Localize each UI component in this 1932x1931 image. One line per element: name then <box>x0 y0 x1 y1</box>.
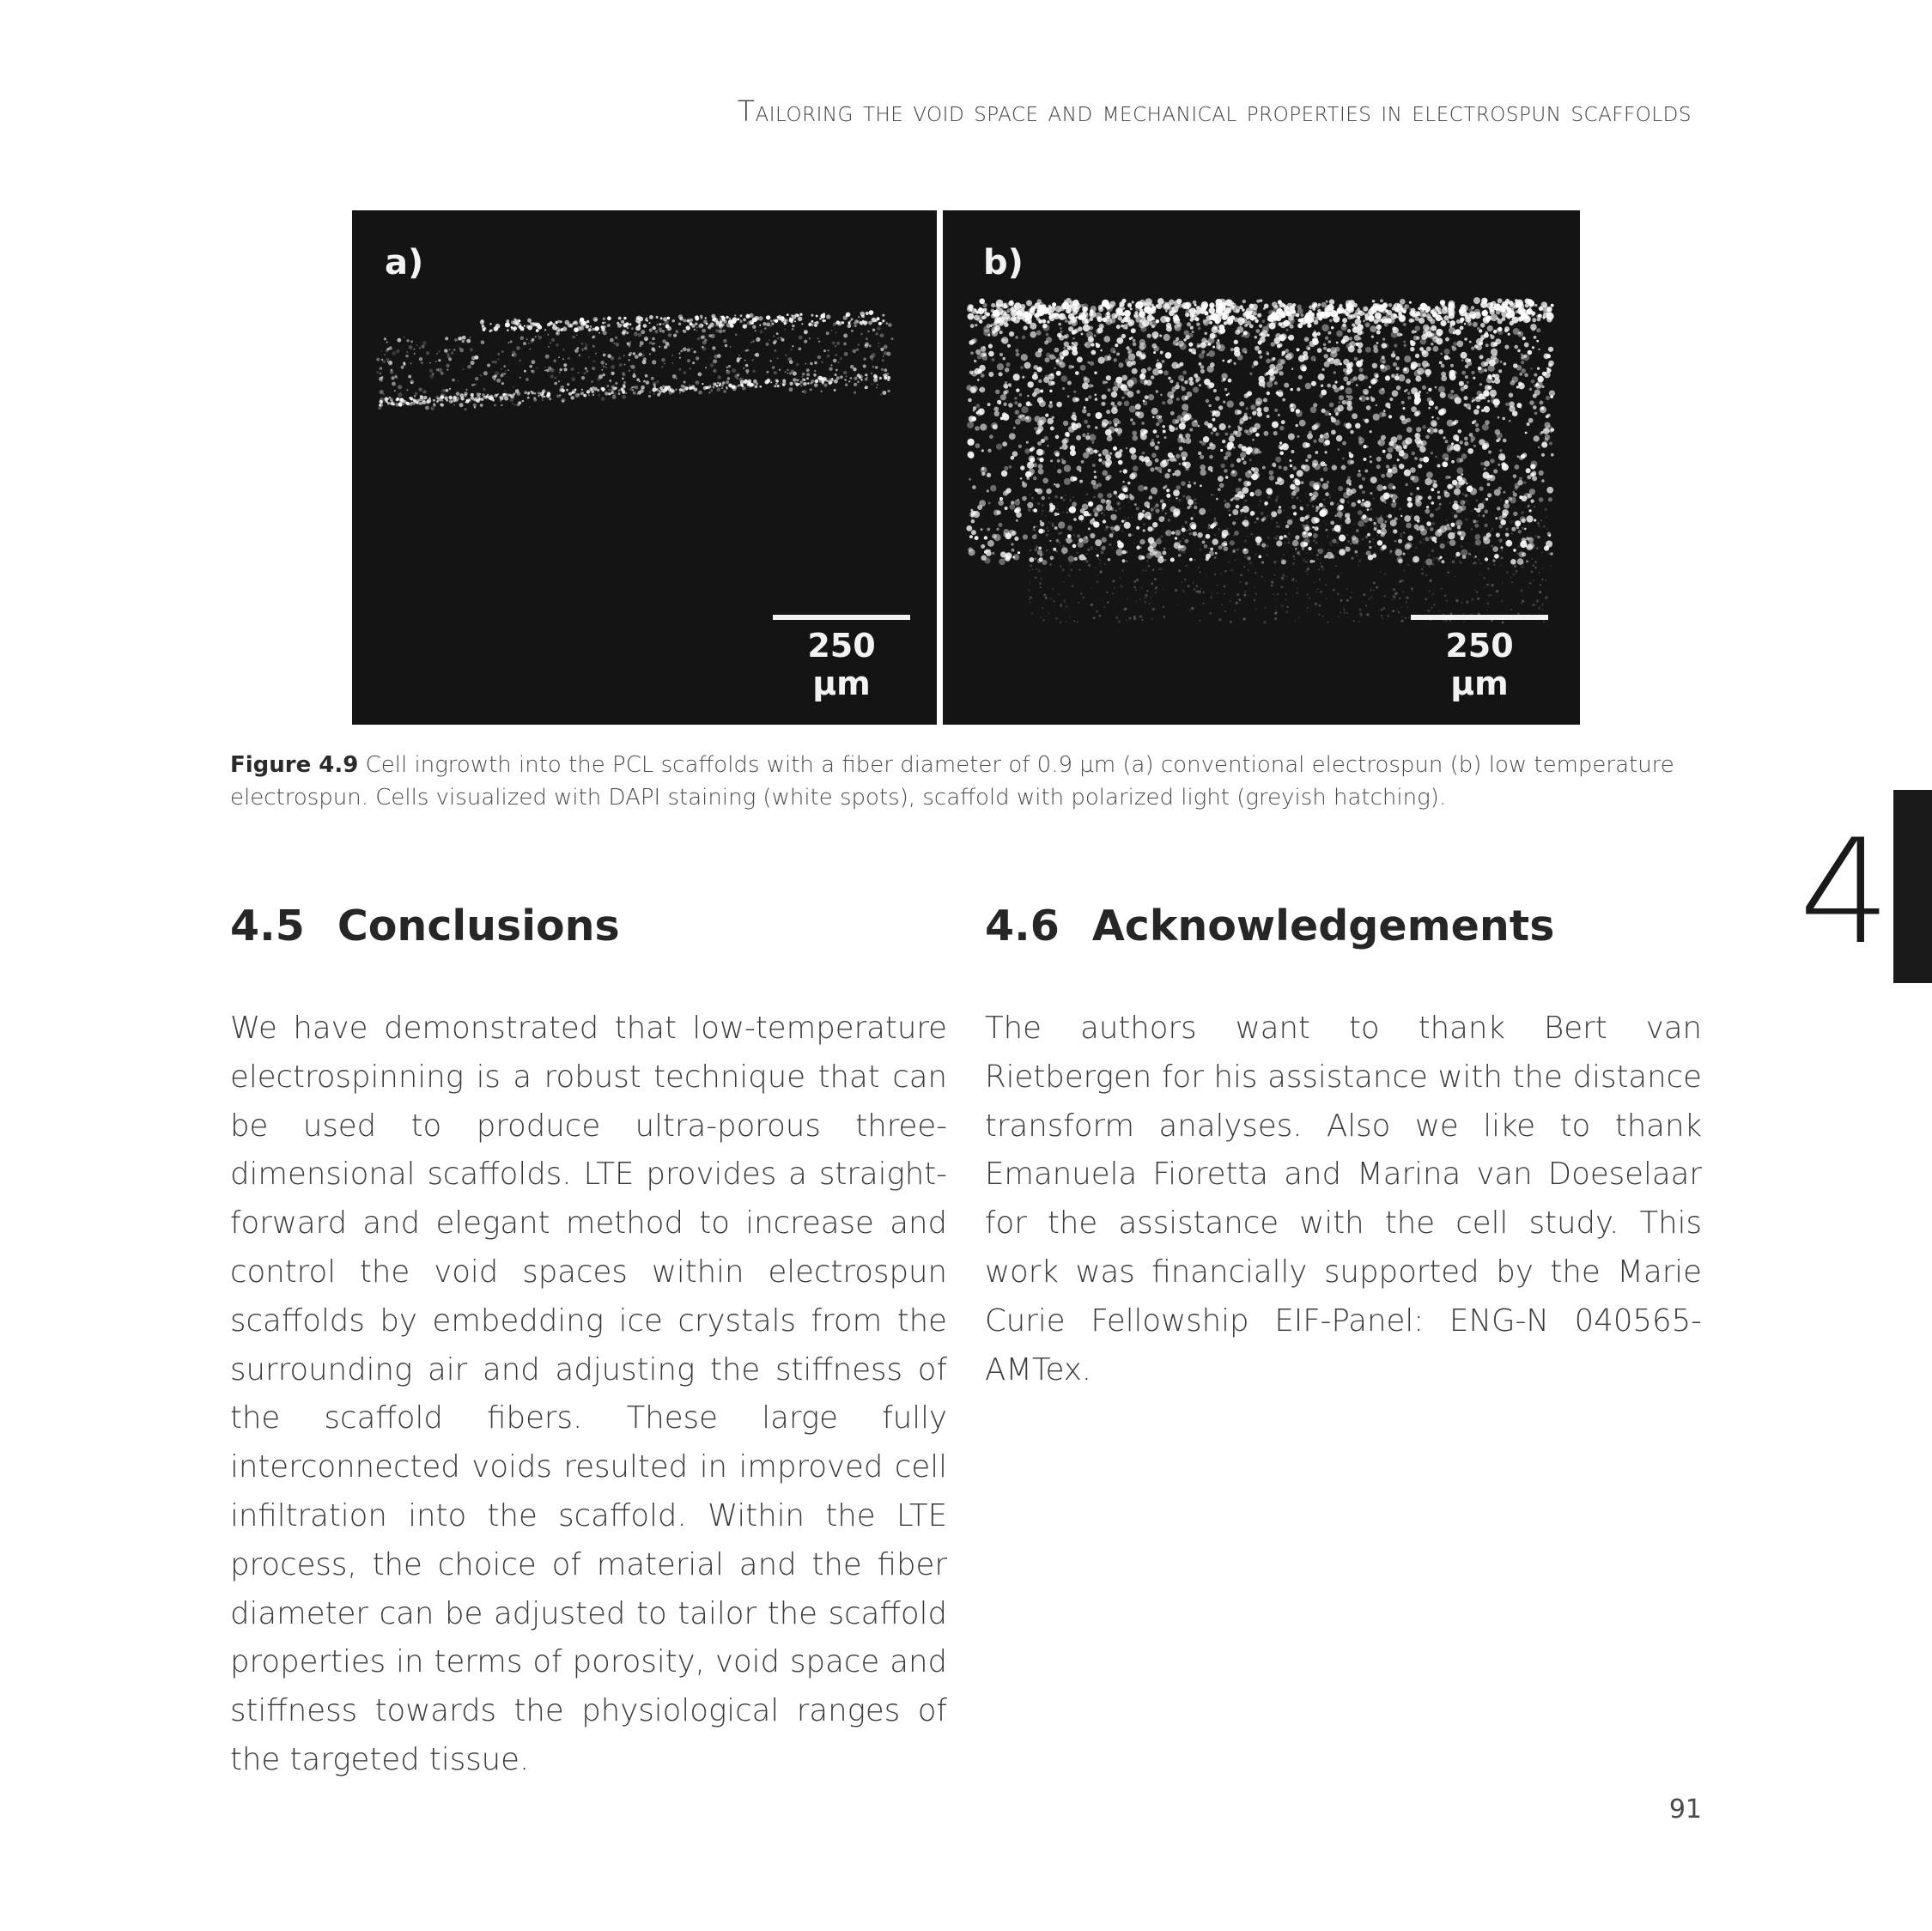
heading-acknowledgements-number: 4.6 <box>985 902 1060 950</box>
heading-acknowledgements-title: Acknowledgements <box>1091 902 1555 950</box>
heading-conclusions-number: 4.5 <box>230 902 305 950</box>
heading-conclusions <box>230 902 620 950</box>
chapter-tab <box>1893 790 1932 983</box>
page-number: 91 <box>1668 1794 1702 1825</box>
panel-a-label: a) <box>385 243 424 282</box>
figure-caption-text: Cell ingrowth into the PCL scaffolds with a fiber diameter of 0.9 µm (a) conventional electrospun (b) low temperature electrospun. Cells visualized with DAPI staining (white spots), scaffold with polarized light (greyish hatching). <box>230 752 1674 811</box>
running-head-rest: ailoring the void space and mechanical properties in electrospun scaffolds <box>755 94 1692 128</box>
scalebar-a-text: 250 µm <box>807 627 876 702</box>
heading-conclusions-title: Conclusions <box>337 902 620 950</box>
running-head-initial: T <box>737 94 756 128</box>
scalebar-b-text: 250 µm <box>1445 627 1514 702</box>
figure-4-9 <box>352 210 1580 725</box>
scalebar-b <box>1411 615 1548 702</box>
scalebar-a-line <box>773 615 910 620</box>
micrograph-panel-a <box>352 210 937 725</box>
scalebar-b-line <box>1411 615 1548 620</box>
chapter-number: 4 <box>1799 808 1891 976</box>
panel-b-label: b) <box>983 243 1024 282</box>
acknowledgements-paragraph: The authors want to thank Bert van Rietbergen for his assistance with the distance transform analyses. Also we like to thank Emanuela Fioretta and Marina van Doeselaar for the assistance with the cell study. This work was financially supported by the Marie Curie Fellowship EIF-Panel: ENG-N 040565-AMTex. <box>985 1011 1702 1388</box>
figure-caption <box>230 749 1704 814</box>
figure-caption-label: Figure 4.9 <box>230 752 359 778</box>
heading-acknowledgements <box>985 902 1554 950</box>
scalebar-a <box>773 615 910 702</box>
conclusions-paragraph: We have demonstrated that low-temperature electrospinning is a robust technique that can be used to produce ultra-porous three-dimensional scaffolds. LTE provides a straight-forward and elegant method to increase and control the void spaces within electrospun scaffolds by embedding ice crystals from the surrounding air and adjusting the stiffness of the scaffold fibers. These large fully interconnected voids resulted in improved cell infiltration into the scaffold. Within the LTE process, the choice of material and the fiber diameter can be adjusted to tailor the scaffold properties in terms of porosity, void space and stiffness towards the physiological ranges of the targeted tissue. <box>230 1011 947 1777</box>
running-head <box>0 94 1692 128</box>
micrograph-panel-b <box>943 210 1580 725</box>
